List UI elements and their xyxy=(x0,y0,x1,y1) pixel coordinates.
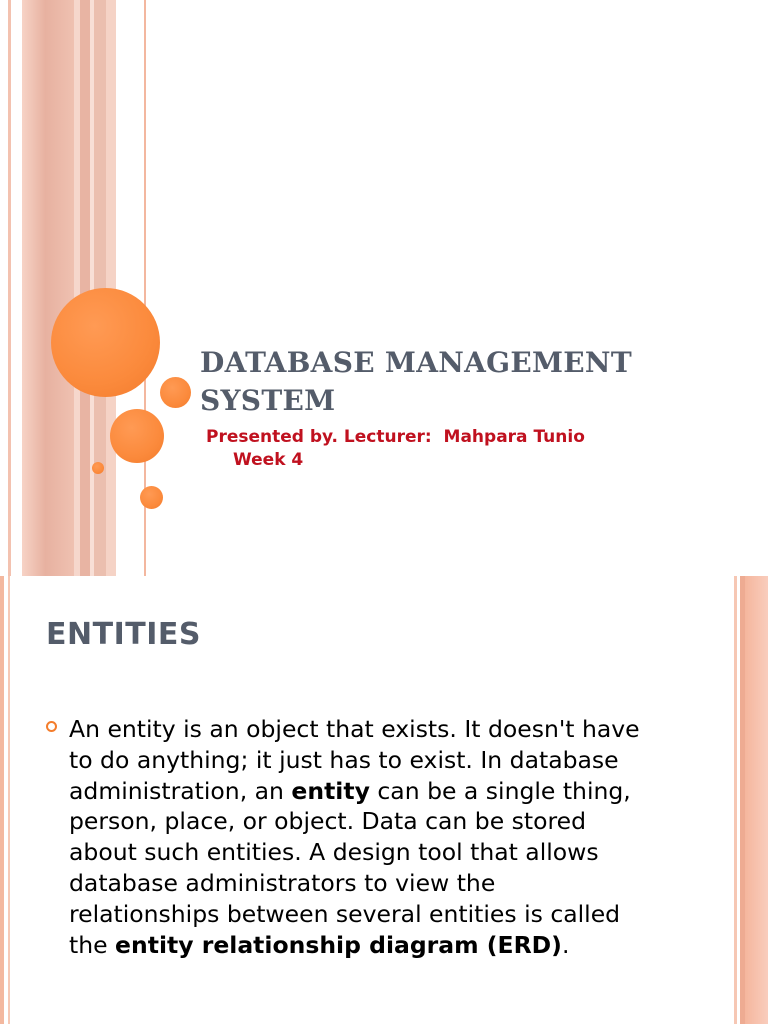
left-border-stripe xyxy=(0,576,4,1024)
stripe xyxy=(80,0,90,576)
right-border-stripe xyxy=(734,576,737,1024)
decorative-circle-small xyxy=(140,486,163,509)
presenter-line: Presented by. Lecturer: Mahpara Tunio xyxy=(206,427,585,447)
week-line: Week 4 xyxy=(233,450,304,470)
decorative-circle-tiny xyxy=(92,462,104,474)
stripe xyxy=(8,0,11,576)
bold-term-erd: entity relationship diagram (ERD) xyxy=(115,930,562,959)
decorative-stripes xyxy=(0,0,150,576)
ring-bullet-icon xyxy=(46,721,57,732)
text-run: . xyxy=(561,930,570,959)
stripe xyxy=(22,0,74,576)
text-run: can be a single thing, person, place, or object. Data can be stored about such entities. A design tool that allows database administrators to view the relationships between several entities is called the xyxy=(69,776,631,959)
right-border-stripe xyxy=(745,576,768,1024)
content-slide xyxy=(0,576,768,1024)
decorative-circle-small xyxy=(160,377,191,408)
slide-title: DATABASE MANAGEMENT SYSTEM xyxy=(200,346,632,417)
decorative-circle-medium xyxy=(110,409,164,463)
decorative-circle-large xyxy=(51,288,160,397)
bullet-text xyxy=(69,714,649,960)
bold-term-entity: entity xyxy=(291,776,370,805)
text-run: An entity is an object that exists. It doesn't have to do anything; it just has to exist. In database administration, an xyxy=(69,715,640,805)
slide-heading: ENTITIES xyxy=(46,617,201,652)
left-border-stripe xyxy=(8,576,10,1024)
